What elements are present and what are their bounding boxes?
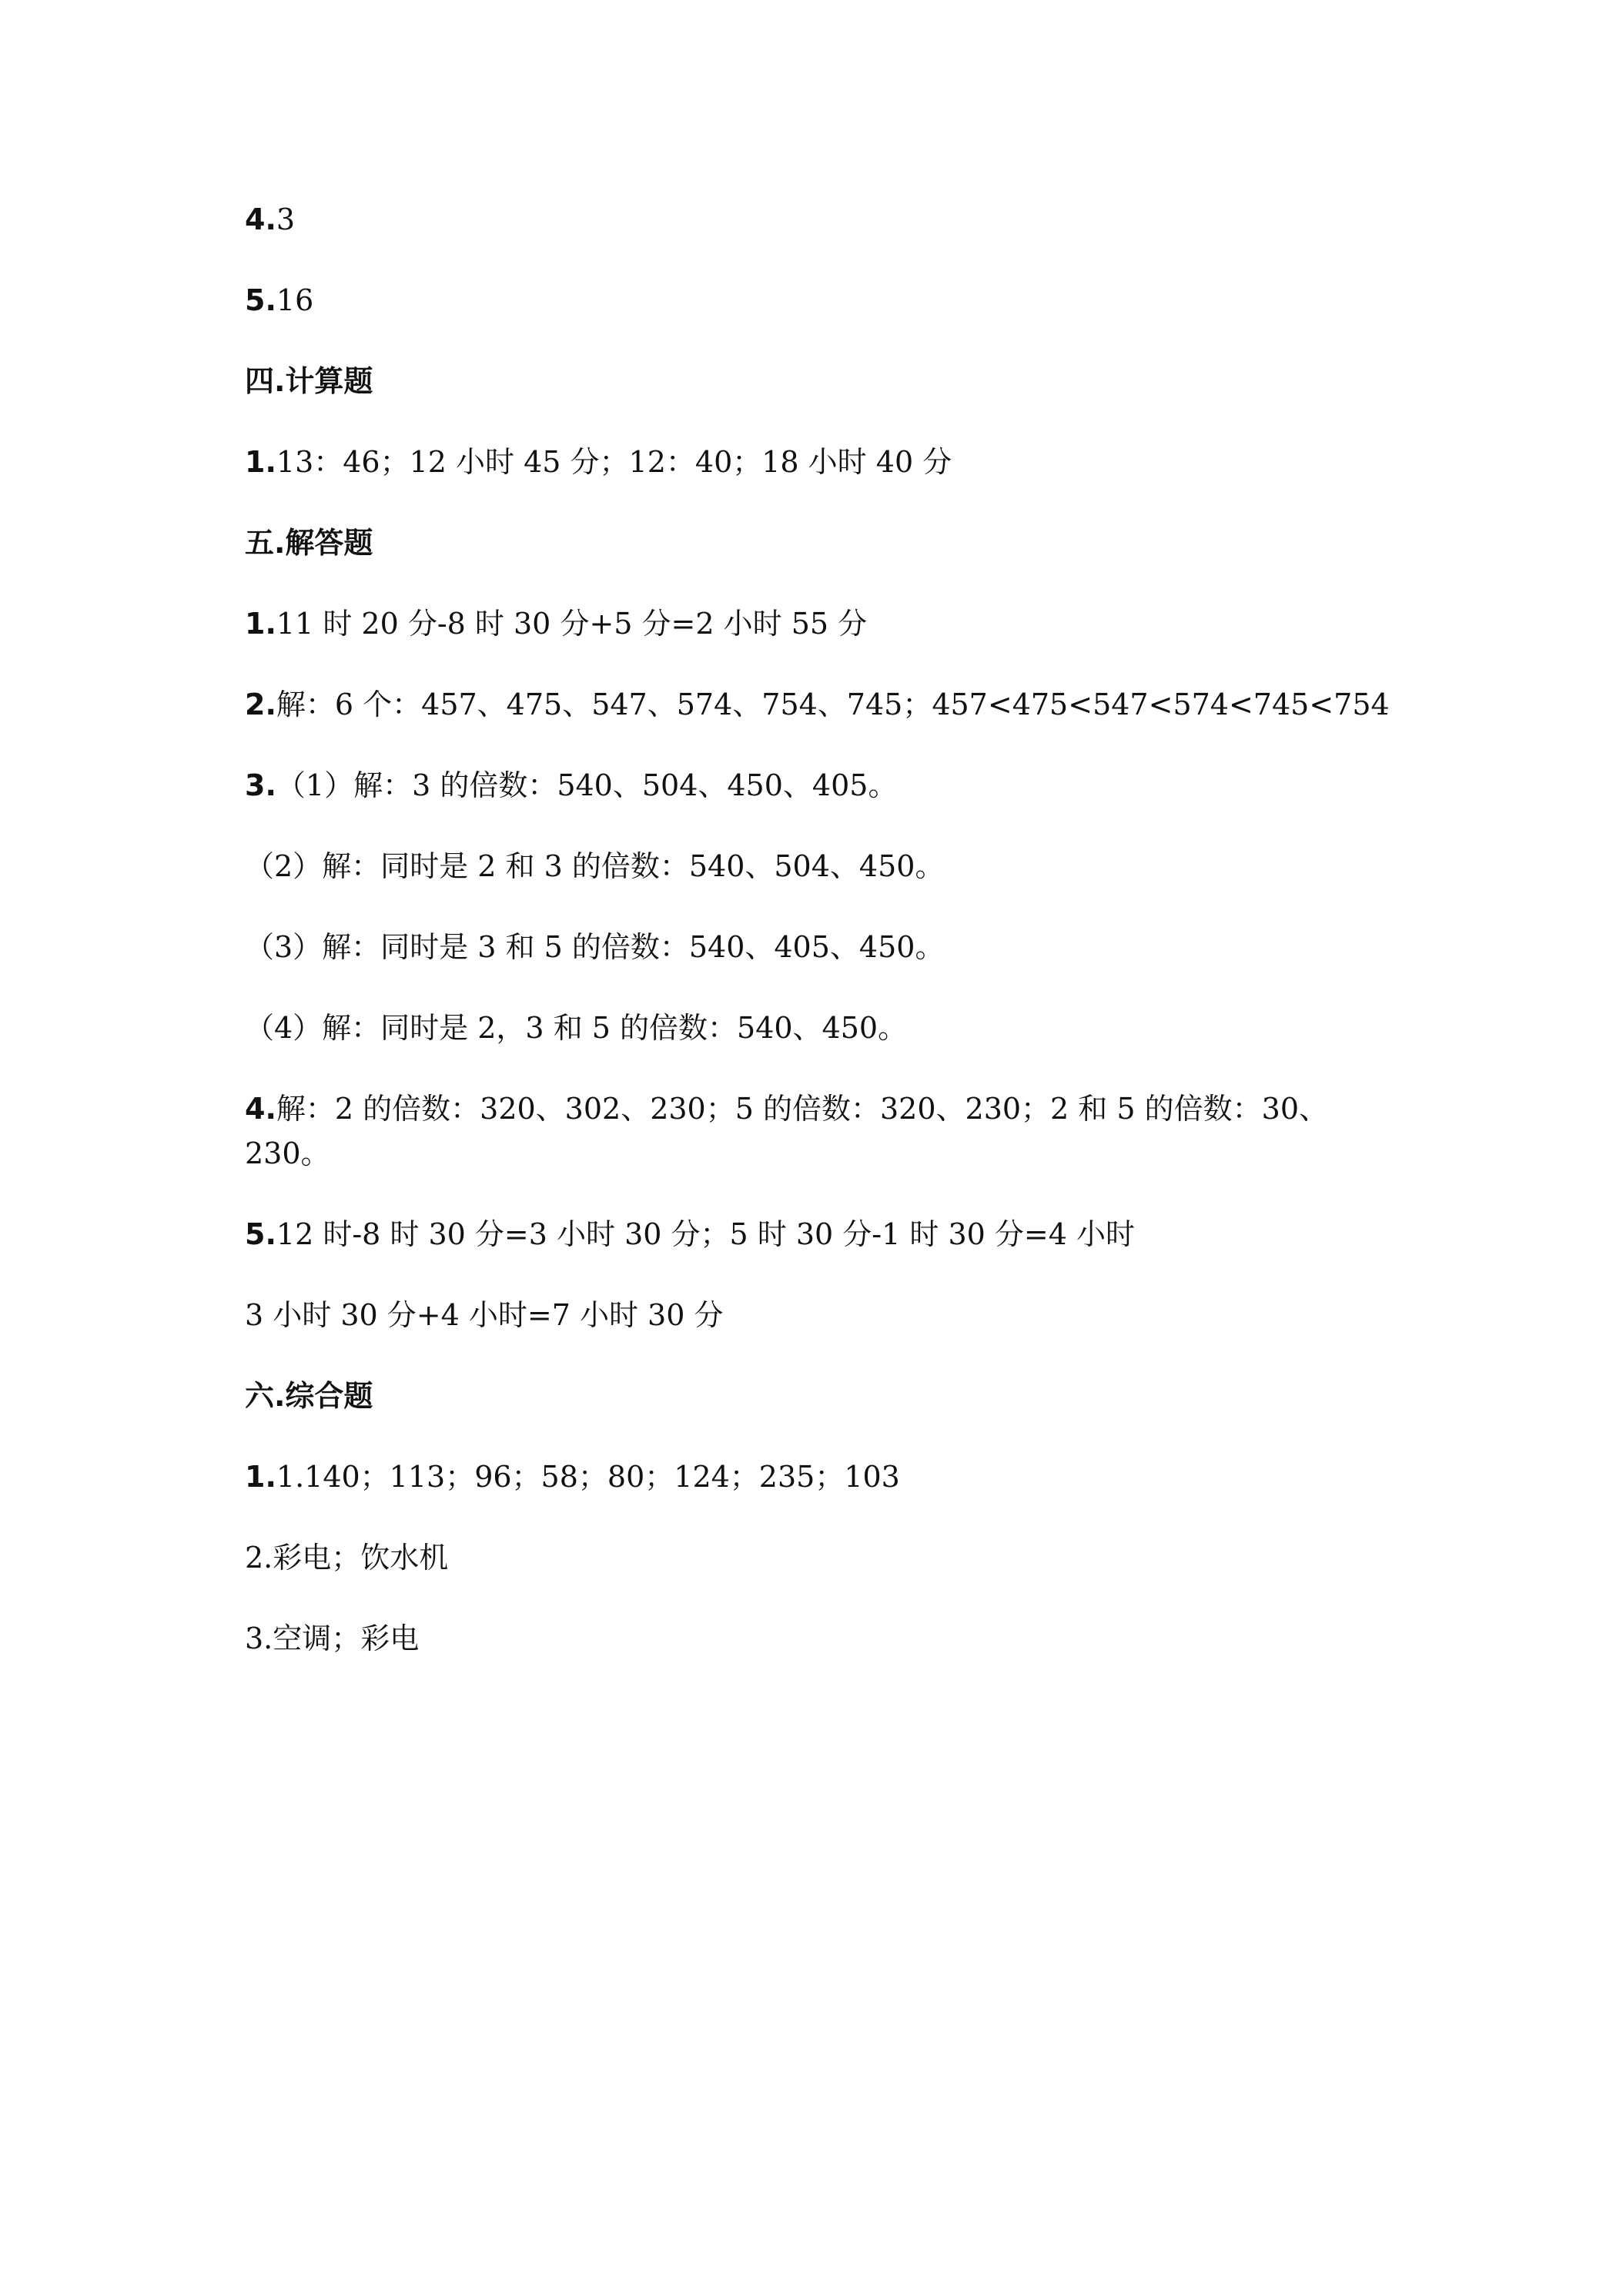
solve-answer-3-part-2: （2）解：同时是 2 和 3 的倍数：540、504、450。 [245,849,945,883]
solve-answer-2 [245,679,1400,730]
solve-answer-3-part-1 [245,760,1400,811]
solve-answer-3-part-4: （4）解：同时是 2，3 和 5 的倍数：540、450。 [245,1011,908,1045]
item-number: 2. [245,688,276,721]
solve-answer-4-line-2: 230。 [245,1136,330,1170]
item-number: 4. [245,1092,276,1126]
answer-text: 解：2 的倍数：320、302、230；5 的倍数：320、230；2 和 5 的倍数：30、 [276,1092,1329,1126]
answer-text: 16 [276,283,314,317]
answer-text: 3 [276,202,296,236]
comp-answer-2: 2.彩电；饮水机 [245,1541,449,1575]
answer-item-4 [245,194,1400,245]
item-number: 1. [245,1460,276,1494]
answer-text: 解：6 个：457、475、547、574、754、745；457<475<547<574<745<754 [276,688,1390,721]
comp-answer-3: 3.空调；彩电 [245,1622,420,1655]
section-heading-comprehensive: 六.综合题 [245,1379,373,1413]
solve-answer-5-line-2: 3 小时 30 分+4 小时=7 小时 30 分 [245,1298,724,1332]
item-number: 5. [245,283,276,317]
item-number: 1. [245,445,276,479]
item-number: 4. [245,202,276,236]
comp-answer-1 [245,1451,1400,1502]
solve-answer-5-line-1 [245,1209,1400,1260]
answer-item-5 [245,275,1400,326]
answer-text: 11 时 20 分-8 时 30 分+5 分=2 小时 55 分 [276,607,868,641]
answer-text: （1）解：3 的倍数：540、504、450、405。 [276,768,898,802]
section-heading-solutions: 五.解答题 [245,526,373,560]
solve-answer-1 [245,598,1400,649]
answer-text: 1.140；113；96；58；80；124；235；103 [276,1460,900,1494]
calc-answer-1 [245,437,1400,487]
solve-answer-3-part-3: （3）解：同时是 3 和 5 的倍数：540、405、450。 [245,930,945,964]
answer-text: 13：46；12 小时 45 分；12：40；18 小时 40 分 [276,445,952,479]
section-heading-calculation: 四.计算题 [245,364,373,398]
solve-answer-4-line-1 [245,1083,1400,1134]
answer-text: 12 时-8 时 30 分=3 小时 30 分；5 时 30 分-1 时 30 分=4 小时 [276,1217,1136,1251]
item-number: 5. [245,1217,276,1251]
item-number: 3. [245,768,276,802]
item-number: 1. [245,607,276,641]
